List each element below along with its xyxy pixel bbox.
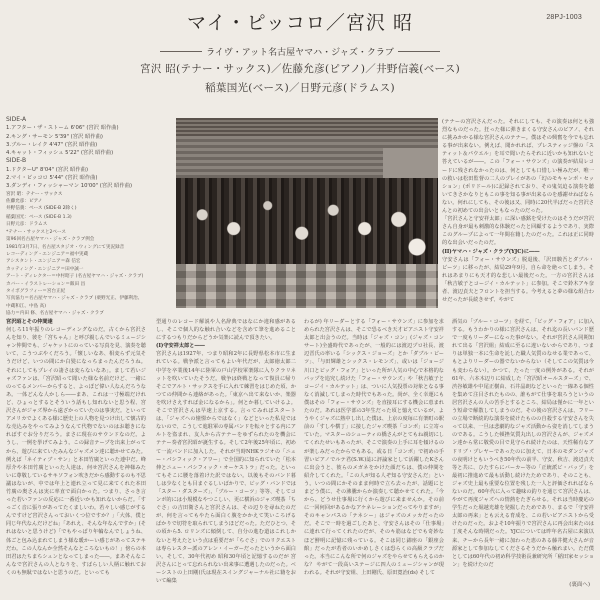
tracklist <box>6 116 166 213</box>
continued-note: (裏面へ) <box>569 582 590 588</box>
track-item: 4.キャット・フィッシュ 5'22" (宮沢 昭作曲) <box>6 150 114 157</box>
credit-line: 写真協力＝名古屋ヤマハ・ジャズ・クラブ (栗野光正、伊藤利治、 <box>6 296 143 302</box>
production-credits <box>6 214 166 318</box>
subtitle-rule-left <box>160 51 202 52</box>
credit-line: 1981年3月7日、名古屋スタジオ・ウィングにて実況録音 <box>6 244 125 250</box>
essay-paragraph: わるが) 年リーダーとする「フォー・サウンズ」に参加を求められた宮沢さんは、そこで恐るべき天才ピアニスト守安祥太郎と出会うのだ。当時は「ジャズ・コン」(ジャズ・コンサート)全盛時代であったが、一般的には渡辺プロ社長、渡辺晋氏の率いる「シックス・ジョーズ」とか「ダブル・ビーツ」、「与田輝雄とシックス・レモンズ」、或いは「ジョージ川口とビッグ・フォア」といった所が人気の中心で本格的なバップを追究し続けた「フォー・サウンズ」や「秋吉敏子とコージイ・カルテット」は、ついに人気投票の対象となる事なく消滅してしまった時代でもあった。尚が、全く幸運にも僕はその「フォー・サウンズ」を直接耳にする機会に恵まれたのだ。あれは医学部の3年生だった頃と憶えているが、ようやくジャズに熱中し出した僕は、上京の度毎に有楽町の駅前の「すしや横丁」に接したジャズ喫茶「コンボ」に立寄っていた。マスターのシューティの橋さんがとてもね親切にしてくれたせいもあったが、そこで演奏の上手に耳を傾けるのが楽しみだったからでもある。或る日「コンボ」で初めの手習いピアノでルテ君(S.W.)誌に評論家として活躍したKさんに出会うと、彼らのメガネをかけた顔だちは、僕の仲間を紹介してくれた。「この人が知る人ぞ知る守安さんだ」という。いつの間にかそのまま何時で立ち去ったが、話題にとまどう僕に、その沸騰からか演奏して聴かせてくれた。「今から、どうせ仕事場に行くから遊びに来ませんか。その前に一回何回があるかなアケネレーションだってやりますが」そのキャンパスの「テネシー」はジャズのメッカだったのだ。そこで一時を過ごしたあと、守安さんはその「仕事場」に連れて行ってくれたのだが、そのキ筋はなどでも奇妙なほど鮮明に記憶に残っている。そこは同じ錦座の「銀座会館」だったが若者のいかめしさくは恐らくの高級クラブだった。本当にこんな所で何のジャズをやらせてもらえるのかな？ やがて一段高いステージに四人のミュージシャンが現われる。それが守安組、上田剛氏、原田寛治(ds) そして <box>304 319 444 576</box>
section-heading: 宮沢昭とその仲間達 <box>6 319 53 325</box>
credit-line: 協力＝内田 修、名古屋ヤマハ・ジャズ・クラブ <box>6 311 104 317</box>
album-title: マイ・ピッコロ／宮沢 昭 <box>187 12 413 34</box>
essay-column-top-right <box>442 118 594 310</box>
credit-line: アシスタント・エンジニア＝森 信宏 <box>6 259 81 265</box>
credit-line: カッティング・エンジニア＝田中誠一 <box>6 266 84 272</box>
essay-paragraph: 何しろ11年振りのレコーディングなのだ。古くから宮沢さんを知り、彼を「宮ちゃん」と呼び親しんでいるミュージシャン仲間でも、ジャケットにのっている写真を見、演奏を聴いて、こうつぶやくだろう。「懐しいなあ、相変らず元気そうだけど、いつの間にか白髪になっちまったんだろうね。それにしてもプレイの凄さは変らないなあ」。まして若いジャズファンは、「宮沢昭って聞いた様な名前だけど、一緒にのってるメンバーからすると、よっぽど偉い人なんだろうなあ。一体どんな人かしら――まあ、これは一寸極端だけれど、ひょっとするとそういう話もし知れないと思う程、宮沢さんがジャズ界から遠ざかっていたのは事実だ。といってアメリカでよくある様に歴史上の人物を見つけ出して懐古的な売込みをやってみようなんて代物でないのはお聴きになればすぐお分りだろう。まさに現在のサウンドなのだ。ようし、一例を挙げてみよう。この録音テープを出来上がってから、遊びに来ていたみんなジャズメン達に聴かせてみた。例えば「ネイティブ・サン」と本田竹廣といった連中だ。峰厚介や本田竹廣といった人達は、何せ宮沢さんを神様みたいに尊敬しているサキソフォン吹きだから感動するのも不思議はないが、中では年上と連れ立って見に来てくれた本田竹廣の奥さんは実に率直で面白かった。つまり、さっき言った若いファンの反応に一番近いかも知れないからだ。「すっごく音に張りがあってたくましいわ。若々しい感じがするんですけど宮沢さんっておいくつ位ですか？」「大体、僕と同じ年代なんだけどね」「あれえ、そんな年なんですか」(それはないと思うけど)「でもやっぱり年輪なんでしょうね、体ごと包み込まれてしまう様な暖かーい感じがあってステキだわ。この人なんか全然そんなところないもの！」傍らの本田君はたちまちシュンとなってしまった――。まあそんなこんなで宮沢さんの人となりを、すばらしい人柄に触れておくのも無駄ではないと思うのだ。といっても <box>6 327 146 576</box>
catalog-number: 28PJ-1003 <box>546 14 582 21</box>
credit-line: *テナー・サックスと2ベース <box>6 229 66 235</box>
credit-line: タイポグラフィー＝宮台正紀 <box>6 289 66 295</box>
credit-line: レコーディング・エンジニア＝福中実蔵 <box>6 252 89 258</box>
player-credit: 宮沢 昭：テナー・サックス <box>6 191 63 197</box>
side-b-label: SIDE-B <box>6 157 27 165</box>
essay-paragraph: 宮沢さんは1927年、つまり昭和2年に長野県松本市に生まれている。戦争派と言ってもよい年代だが、太郎徳太郎二中学を卒業後14年に陸軍の戸山学校軍楽隊に入りクラリネットを吹いていたそうだ。戦争は終戦となって復員に帰りそこでアルト・サックスを手に入れて練習をはじめた頃、かつての仲間から連絡があった。「東京へ出て来ないか、楽器を吹けさえすれば金になるから」。何とか暮していけるよ。そこで宮沢さんは早速上京する。言ってみればスタートは、「ジャズへの憧憬からではなく」などといった私見ではないので、こうして進駐軍の専属バンドを転々とする内にアルトを盗まれ、友人から古テナーをゆずられたのを機会にテナー奏者宮沢昭が誕生する。そして2年後25年頃に、初めて一流バンドに加入した。それが当時NHKラジオの「ニュー・パシフィック・アワー」で全国的に知られていた「松本伸とニュー・パシフィック・オーケストラ」だった。といってもそこに腰を落着けた訳ではない。以後もそのバンド暮しは少なくとも目まぐるしいばかりで、ビッグ・バンドでは「スター・ダスターズ」、「ブルー・コーツ」等等、そしてコンボ的には小規模なやつこしい、更に横浜のジャズ喫茶「ちぐさ」の吉田衛さんと宮沢さんは、その辺りを尋ねたのだが、何を言ってもやたら面白く腹をかかえて笑いころげるばかりで切符を取られてしまうほどだった。ただひとつ、その頃から5. ロリンズに傾倒して、自分の進む道はこれしかないと考えたという点は重要だが「ちぐさ」でのリクエストは専らレスター派のアレン・イーガーだったというから面白い。そして、30年代初め 昭和30年頃と記憶するのだが 宮沢さんにとって忘れられない出来事に遭遇したのだった。ベーシストの上田剛(氏は現在スイングジャーナル社に籍をおいて編集 <box>156 351 296 584</box>
photo-floor <box>176 264 438 308</box>
track-item: 1.アフター・ザ・ストーム 6'06" (宮沢 昭作曲) <box>6 125 119 132</box>
track-item: 2.キング・サーモン 5'39" (宮沢 昭作曲) <box>6 133 103 140</box>
essay-paragraph: (テナーの宮沢さんだった。それにしても、その演奏は何とも強烈なものだった。狂った様に弾きまくる守安さんのピアノ、それに挑みかかる様な宮沢さんのテナー。僕はその興奮を今でも忘れる事が出来ない。例えば、聞かれれば、プレスティッジ盤の「スティット＆パウエル」を耳で聞いたらそれに近いかも知れないと答えているが――。この「フォー・サウンズ」の演奏が結局レコードに残されなかったのは、何としても口惜しい極みだが、唯一の救いは松田監督の二人のプレイがあの「幻のモキャンボ・セッション」(ポリドール)に記録されており、その鬼気迫る演奏を聴いてきさかなりともこの事を知る事が出来るのを感謝せねばならない。何れにしても、その後は又、同時に20代半ばだった宮沢さんとの初めての出会いともなったのだった。 <box>442 119 594 215</box>
personnel-line-2: 稲葉国光(ベース)／日野元彦(ドラムス) <box>205 82 395 94</box>
essay-column-1 <box>6 318 146 588</box>
player-credit: 井野信義：ベース (SIDE-B 2除く) <box>6 206 77 212</box>
track-item: 1.ドクターU" 8'04" (宮沢 昭作曲) <box>6 166 89 173</box>
credit-line: アート・ディレクター＝中村昭子 (名古屋ヤマハ・ジャズ・クラブ) <box>6 274 144 280</box>
group-photo <box>176 118 438 308</box>
essay-column-4 <box>452 318 594 586</box>
photo-wall-top <box>176 118 438 136</box>
subtitle-rule-right <box>398 51 440 52</box>
credit-line: 第96回名古屋ヤマハ・ジャズ・クラブ例会 <box>6 237 95 243</box>
essay-column-2 <box>156 318 296 586</box>
essay-paragraph: 守安さんは「フォー・サウンズ」脱退後、「沢田駿吾とダブル・ビーツ」に移ったが、結局29年9月、自ら命を絶ってしまう。それはあまりにも天才的な悲しい最後だった。一方の宮沢さんは「秋吉敏子とコージイ・カルテット」に参加。そこで鈴木アキ奈者、渡辺貞夫とフロントを担当する。今考えると夢の様な組合わせだったが長続きせず、やがて <box>442 256 594 304</box>
credit-line: カバー・イラストレーション＝飯田 昌 <box>6 281 86 287</box>
album-subtitle <box>160 45 440 58</box>
essay-paragraph: 「宮沢さんと守安祥太郎」に深い感銘を受けたのはそうだが宮沢さん自身が最も刺激的な体験だったと回顧するようであり、実際このグループによって一年間在籍したのだった。これは正に同時的な出会いだったのだ。 <box>442 216 594 247</box>
photo-crowd <box>176 178 438 270</box>
section-heading: (II)ヤマハ・ジャズ・クラブ(YJC)に―― <box>442 248 540 255</box>
personnel-line-1: 宮沢 昭(テナー・サックス)／佐藤允彦(ピアノ)／井野信義(ベース) <box>140 63 460 75</box>
credit-line: 日野元彦：ドラムス <box>6 222 48 228</box>
credit-line: 中蔵和江、中島 高) <box>6 303 47 309</box>
essay-paragraph: 酒気の「ブルー・コーツ」を経て、「ビッグ・フォア」に加入する。もうわかりの様に宮沢さんは、それ迄の長いバンド歴で一度もリーダーになった事がない。それが宮沢さん同期知れて出る「宮沢組」結成に至るに違いないからであり、つまりは単独一本に生命を託した職人気質のなせる業であって、もとよりリーダーの器でないからない（そしてこの気質は今も変わらない）。かつて、たった一度の例外がある。それが61年、六本木辺りに結成した「宮沢昭オールスターズ」で、渋谷敏雄や中尾正樹由、石井晶朗などといった一線ある個性を集めて注目されたものの、誰もがて仕事を取ろうというの居宮沢さんの人の苦手とするところ、結局は僅かに一年という短命で解散してしまうのだ。その後の宮沢さんは、フリーの立場で断続的な演奏を続けたものの自殺する守安さんを失って以来、一旦は悲劇的なジャズ活動から姿を消してしまうのである。こうした頓挫気質丸出しの宮沢さんが、ジャズメン達から常に敬愛の目で見守られ続けたのは、天性稀有なアドリブ・プレヤーであったのに加えて、日本のモダンジャズの夜明けともいうべき50年代の前半、守安、秋吉、渡辺貞夫等と共に、ひたすらにバーカー等の「正統派ビ・バップ」を最初に推進めて最も活動し続けたためであり、そのことも、ジャズ史上最も重要な位置を残した一人と評価されればならないのだ。60年代に入って趣味の釣りを通じて宮沢さんは、やがて再度ジャズへの情熱をたぎらせる。それは当時慶応の学生だった堀越光雄を発掘したためであり、まるで「守安祥太郎の再来」とも云える育成を、この若いピアニストから受けたのだった。およそ10年振りで宮沢さんに再会出来たのは丁度そんな時期だった。YJCについては昨年名古屋に来演以来、チーから長年一緒に加わった恵のある藤井健大さんが音源家として参加なしてくださるそうだから触れまい。ただ僕としては60年代の初め科学技術長兼研究所「稲田家セッション」を続けたのだ <box>452 319 594 568</box>
track-item: 3.ダンディ・フィッシャーマン 10'00" (宮沢 昭作曲) <box>6 183 133 190</box>
side-a-label: SIDE-A <box>6 116 27 123</box>
track-item: 3.ブルー・レイク 4'47" (宮沢 昭作曲) <box>6 141 98 148</box>
section-heading: (I)守安祥太郎と―― <box>156 343 205 350</box>
credit-line: 稲葉国光：ベース (SIDE-B 1.3) <box>6 215 72 220</box>
player-credit: 佐藤允彦：ピアノ <box>6 199 43 205</box>
essay-paragraph: 型通りのレコード解説や人名辞典ではなにか違和感があるし、そこで個人的な触れ合いなどを含めて筆を進めることにするつもりだからどうか気楽に読んで頂きたい。 <box>156 319 296 342</box>
track-item: 2.マイ・ピッコロ 5'44" (宮沢 昭作曲) <box>6 175 98 182</box>
essay-column-3 <box>304 318 444 586</box>
subtitle-text: ライヴ・アット名古屋ヤマハ・ジャズ・クラブ <box>206 48 394 58</box>
